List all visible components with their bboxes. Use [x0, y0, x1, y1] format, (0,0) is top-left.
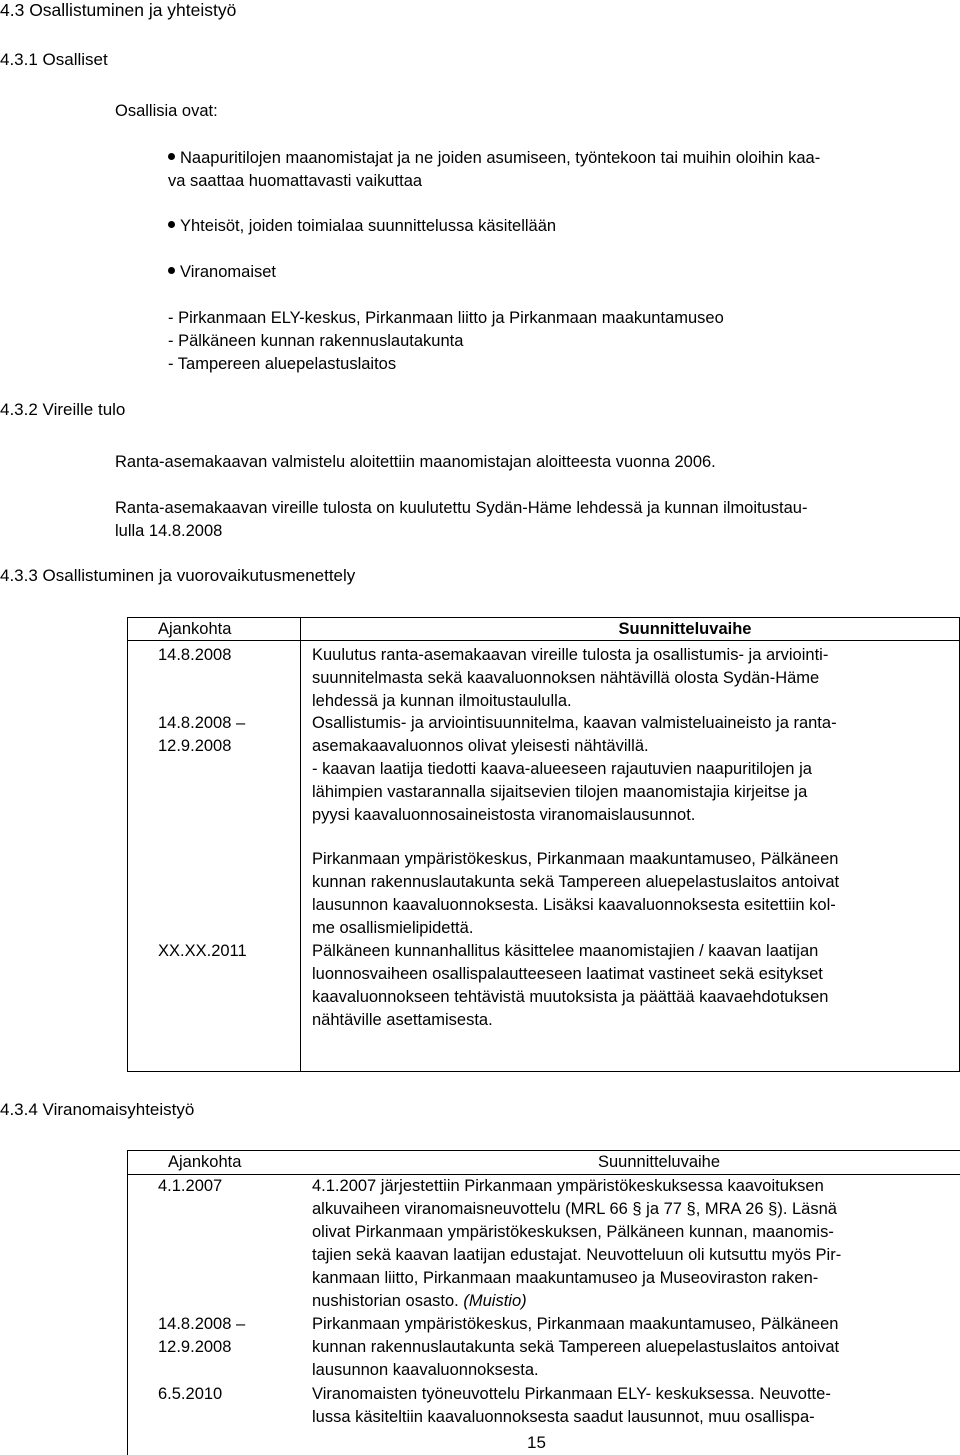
- table-cell-text: alkuvaiheen viranomaisneuvottelu (MRL 66 § ja 77 §, MRA 26 §). Läsnä: [312, 1200, 837, 1218]
- authority-line: - Pirkanmaan ELY-keskus, Pirkanmaan liitto ja Pirkanmaan maakuntamuseo: [168, 309, 724, 327]
- table-header-date: Ajankohta: [158, 620, 232, 638]
- table-cell-text: lausunnon kaavaluonnoksesta. Lisäksi kaavaluonnoksesta esitettiin kol-: [312, 896, 836, 914]
- bullet-item: [168, 148, 820, 169]
- table-cell-text: kunnan rakennuslautakunta sekä Tampereen aluepelastuslaitos antoivat: [312, 873, 840, 891]
- section-heading-osallistuminen: 4.3.3 Osallistuminen ja vuorovaikutusmenettely: [0, 566, 356, 585]
- table-cell-date: 6.5.2010: [158, 1385, 223, 1403]
- bullet-continuation: va saattaa huomattavasti vaikuttaa: [168, 172, 423, 190]
- table-cell-text: nähtäville asettamisesta.: [312, 1011, 493, 1029]
- bullet-text: Yhteisöt, joiden toimialaa suunnittelussa käsitellään: [180, 217, 557, 235]
- bullet-text: Naapuritilojen maanomistajat ja ne joiden asumiseen, työntekoon tai muihin oloihin kaa-: [180, 149, 821, 167]
- table-header-divider: [127, 1174, 960, 1175]
- table-cell-text: kanmaan liitto, Pirkanmaan maakuntamuseo ja Museoviraston raken-: [312, 1269, 819, 1287]
- table-cell-date: 14.8.2008 –: [158, 714, 246, 732]
- table-cell-text: Kuulutus ranta-asemakaavan vireille tulosta ja osallistumis- ja arviointi-: [312, 646, 829, 664]
- section-heading-viranomais: 4.3.4 Viranomaisyhteistyö: [0, 1100, 195, 1119]
- section-heading-osalliset: 4.3.1 Osalliset: [0, 50, 108, 69]
- table-cell-text: kaavaluonnokseen tehtävistä muutoksista ja päättää kaavaehdotuksen: [312, 988, 829, 1006]
- table-cell-text-part: nushistorian osasto.: [312, 1292, 459, 1310]
- table-top-border: [127, 1150, 960, 1151]
- table-cell-text: kunnan rakennuslautakunta sekä Tampereen aluepelastuslaitos antoivat: [312, 1338, 840, 1356]
- authority-line: - Tampereen aluepelastuslaitos: [168, 355, 397, 373]
- table-header-phase: Suunnitteluvaihe: [598, 1153, 721, 1171]
- table-cell-date: XX.XX.2011: [158, 942, 247, 960]
- section-heading-vireille: 4.3.2 Vireille tulo: [0, 400, 126, 419]
- table-header-phase: Suunnitteluvaihe: [618, 620, 752, 638]
- table-cell-text: pyysi kaavaluonnosaineistosta viranomaislausunnot.: [312, 806, 696, 824]
- table-cell-date: 14.8.2008 –: [158, 1315, 246, 1333]
- table-cell-text: Pirkanmaan ympäristökeskus, Pirkanmaan maakuntamuseo, Pälkäneen: [312, 850, 839, 868]
- vireille-paragraph: Ranta-asemakaavan valmistelu aloitettiin maanomistajan aloitteesta vuonna 2006.: [115, 453, 716, 471]
- main-heading: 4.3 Osallistuminen ja yhteistyö: [0, 0, 237, 20]
- table-left-border: [127, 1150, 128, 1455]
- table-cell-text: [312, 1291, 527, 1312]
- table-cell-date: 4.1.2007: [158, 1177, 223, 1195]
- table-cell-text: lehdessä ja kunnan ilmoitustaululla.: [312, 692, 572, 710]
- table-cell-text: asemakaavaluonnos olivat yleisesti nähtävillä.: [312, 737, 649, 755]
- table-cell-text: tajien sekä kaavan laatijan edustajat. Neuvotteluun oli kutsuttu myös Pir-: [312, 1246, 842, 1264]
- table-cell-text: suunnitelmasta sekä kaavaluonnoksen nähtävillä olosta Sydän-Häme: [312, 669, 820, 687]
- table-cell-text: Viranomaisten työneuvottelu Pirkanmaan ELY- keskuksessa. Neuvotte-: [312, 1385, 831, 1403]
- table-cell-text: Pälkäneen kunnanhallitus käsittelee maanomistajien / kaavan laatijan: [312, 942, 819, 960]
- table-cell-text: 4.1.2007 järjestettiin Pirkanmaan ympäristökeskuksessa kaavoituksen: [312, 1177, 824, 1195]
- vireille-paragraph-continuation: lulla 14.8.2008: [115, 522, 223, 540]
- table-cell-text: lausunnon kaavaluonnoksesta.: [312, 1361, 539, 1379]
- table-cell-date: 14.8.2008: [158, 646, 232, 664]
- vireille-paragraph: Ranta-asemakaavan vireille tulosta on kuulutettu Sydän-Häme lehdessä ja kunnan ilmoitustau-: [115, 499, 808, 517]
- table-cell-text: olivat Pirkanmaan ympäristökeskuksen, Pälkäneen kunnan, maanomis-: [312, 1223, 834, 1241]
- bullet-icon: [168, 267, 175, 274]
- bullet-item: [168, 216, 556, 237]
- authority-line: - Pälkäneen kunnan rakennuslautakunta: [168, 332, 464, 350]
- table-cell-text: lussa käsiteltiin kaavaluonnoksesta saadut lausunnot, muu osallispa-: [312, 1408, 815, 1426]
- bullet-icon: [168, 221, 175, 228]
- memo-reference: (Muistio): [463, 1292, 527, 1310]
- table-cell-text: Pirkanmaan ympäristökeskus, Pirkanmaan maakuntamuseo, Pälkäneen: [312, 1315, 839, 1333]
- bullet-text: Viranomaiset: [180, 263, 276, 281]
- table-column-divider: [300, 617, 301, 1072]
- table-header-divider: [127, 640, 960, 641]
- table-cell-text: lähimpien vastarannalla sijaitsevien tilojen maanomistajia kirjeitse ja: [312, 783, 808, 801]
- table-cell-text: luonnosvaiheen osallispalautteeseen laatimat vastineet sekä esitykset: [312, 965, 823, 983]
- table-cell-date: 12.9.2008: [158, 1338, 232, 1356]
- table-cell-text: Osallistumis- ja arviointisuunnitelma, kaavan valmisteluaineisto ja ranta-: [312, 714, 837, 732]
- table-cell-text: me osallismielipidettä.: [312, 919, 474, 937]
- bullet-item: [168, 262, 276, 283]
- table-cell-text: - kaavan laatija tiedotti kaava-alueeseen rajautuvien naapuritilojen ja: [312, 760, 812, 778]
- table-cell-date: 12.9.2008: [158, 737, 232, 755]
- page-number: 15: [527, 1433, 546, 1452]
- bullet-icon: [168, 153, 175, 160]
- osalliset-intro: Osallisia ovat:: [115, 102, 218, 120]
- table-header-date: Ajankohta: [168, 1153, 242, 1171]
